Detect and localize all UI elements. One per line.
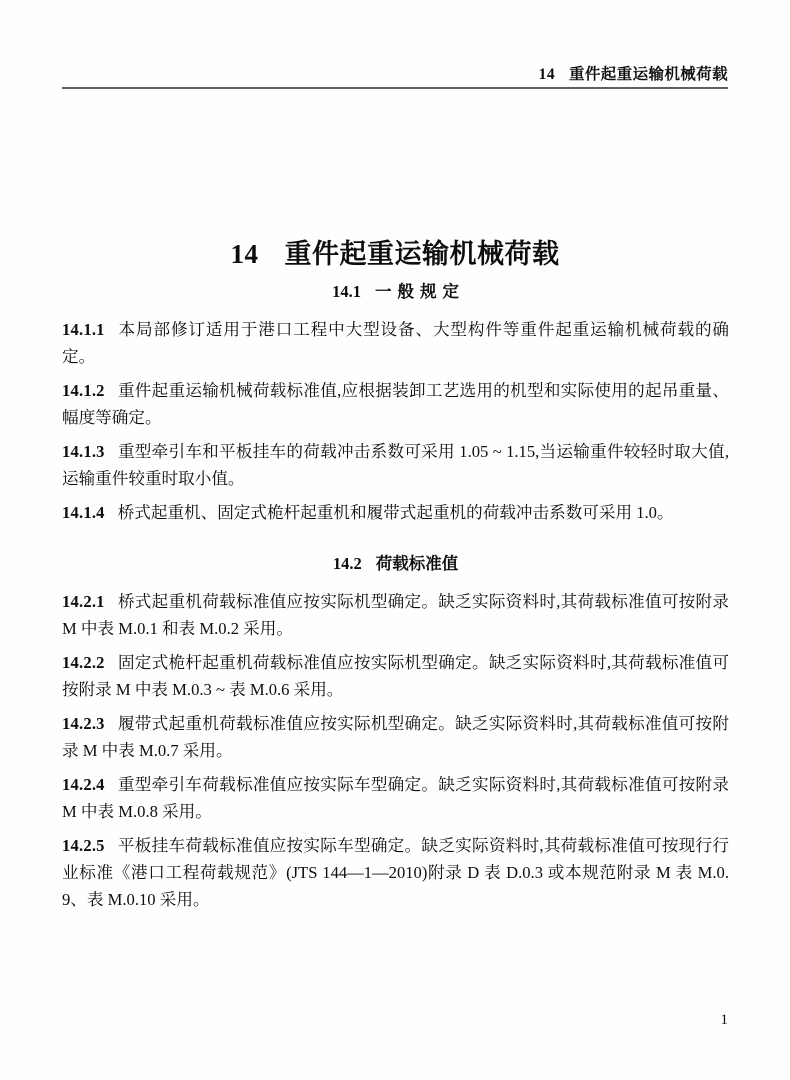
clause-paragraph: [62, 316, 729, 370]
chapter-number: 14: [230, 239, 259, 270]
section-heading-14-2: [62, 550, 729, 574]
section-number: 14.1: [332, 282, 361, 301]
chapter-title-text: 重件起重运输机械荷载: [284, 239, 560, 270]
clause-number: 14.1.3: [62, 442, 105, 461]
running-head: [62, 62, 728, 84]
clause-text: 固定式桅杆起重机荷载标准值应按实际机型确定。缺乏实际资料时,其荷载标准值可按附录 M 中表 M.0.3 ~ 表 M.0.6 采用。: [62, 653, 729, 699]
clause-text: 平板挂车荷载标准值应按实际车型确定。缺乏实际资料时,其荷载标准值可按现行行业标准《港口工程荷载规范》(JTS 144—1—2010)附录 D 表 D.0.3 或本规范附录 M 表 M.0.9、表 M.0.10 采用。: [62, 836, 729, 909]
clause-number: 14.1.1: [62, 320, 105, 339]
section-number: 14.2: [332, 554, 362, 573]
clause-paragraph: [62, 710, 729, 764]
section-title: 一般规定: [374, 282, 465, 301]
clause-number: 14.2.5: [62, 836, 105, 855]
running-head-number: 14: [538, 66, 555, 83]
clause-text: 重型牵引车和平板挂车的荷载冲击系数可采用 1.05 ~ 1.15,当运输重件较轻时取大值,运输重件较重时取小值。: [62, 442, 729, 488]
clause-number: 14.1.4: [62, 503, 105, 522]
clause-paragraph: [62, 771, 729, 825]
clause-number: 14.2.2: [62, 653, 105, 672]
clause-number: 14.1.2: [62, 381, 105, 400]
clause-text: 重型牵引车荷载标准值应按实际车型确定。缺乏实际资料时,其荷载标准值可按附录 M 中表 M.0.8 采用。: [62, 775, 729, 821]
clause-text: 重件起重运输机械荷载标准值,应根据装卸工艺选用的机型和实际使用的起吊重量、幅度等确定。: [62, 381, 729, 427]
header-rule-divider: [62, 87, 728, 89]
clause-number: 14.2.1: [62, 592, 105, 611]
clause-paragraph: [62, 649, 729, 703]
clause-paragraph: [62, 438, 729, 492]
section-heading-14-1: [62, 278, 729, 302]
clause-paragraph: [62, 499, 729, 526]
page-number: 1: [720, 1012, 728, 1028]
clause-number: 14.2.3: [62, 714, 105, 733]
clause-paragraph: [62, 377, 729, 431]
section-title: 荷载标准值: [375, 554, 459, 573]
clause-number: 14.2.4: [62, 775, 105, 794]
document-content: [62, 278, 729, 913]
clause-text: 本局部修订适用于港口工程中大型设备、大型构件等重件起重运输机械荷载的确定。: [62, 320, 729, 366]
clause-paragraph: [62, 832, 729, 913]
clause-text: 桥式起重机荷载标准值应按实际机型确定。缺乏实际资料时,其荷载标准值可按附录 M 中表 M.0.1 和表 M.0.2 采用。: [62, 592, 729, 638]
clause-text: 桥式起重机、固定式桅杆起重机和履带式起重机的荷载冲击系数可采用 1.0。: [117, 503, 674, 522]
clause-paragraph: [62, 588, 729, 642]
clause-text: 履带式起重机荷载标准值应按实际机型确定。缺乏实际资料时,其荷载标准值可按附录 M 中表 M.0.7 采用。: [62, 714, 729, 760]
running-head-title: 重件起重运输机械荷载: [568, 66, 728, 83]
chapter-title: [62, 232, 728, 271]
